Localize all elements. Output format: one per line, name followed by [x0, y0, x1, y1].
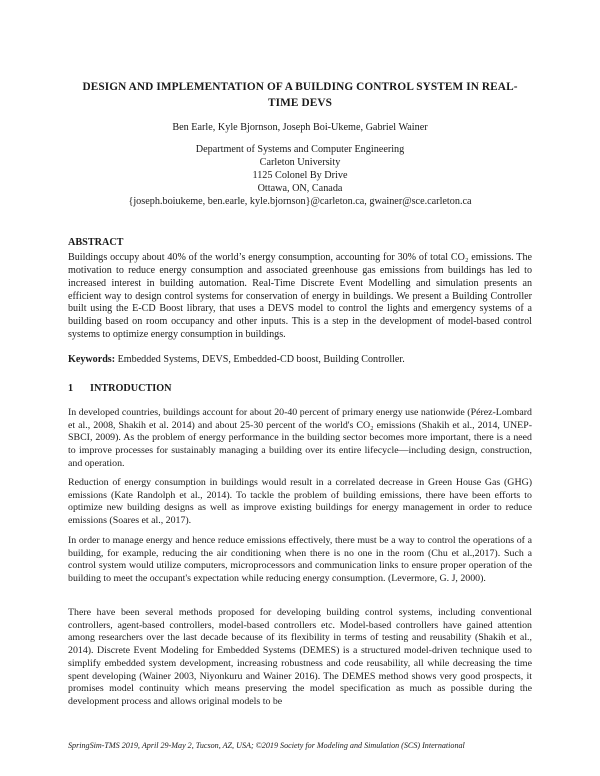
section-number: 1: [68, 383, 74, 394]
intro-paragraph-2: Reduction of energy consumption in buildings would result in a correlated decrease in Green House Gas (GHG) emissions (Kate Randolph et al., 2014). To tackle the problem of building emissions, there have been efforts to optimize new building designs as well as improve existing buildings for energy management in order to reduce emissions (Soares et al., 2017).: [68, 477, 532, 527]
intro-paragraph-3: In order to manage energy and hence reduce emissions effectively, there must be a way to control the operations of a building, for example, reducing the air conditioning when there is no one in the room (Chu et al.,2017). Such a control system would utilize computers, microprocessors and communication links to ensure proper operation of the building to meet the occupant's expectation while reducing energy consumption. (Levermore, G. J, 2000).: [68, 535, 532, 585]
affiliation-university: Carleton University: [259, 156, 341, 168]
title-line-2: TIME DEVS: [268, 97, 332, 109]
author-list: Ben Earle, Kyle Bjornson, Joseph Boi-Ukeme, Gabriel Wainer: [172, 122, 428, 133]
paper-title: [68, 79, 532, 111]
keywords-text: Embedded Systems, DEVS, Embedded-CD boost, Building Controller.: [117, 354, 405, 365]
intro-paragraph-1: In developed countries, buildings account for about 20-40 percent of primary energy use nationwide (Pérez-Lombard et al., 2008, Shakih et al. 2014) and about 25-30 percent of the world's CO₂ emissions (Shakih et al., 2014, UNEP-SBCI, 2009). As the problem of energy performance in the building sector becomes more important, there is a need to improve processes for sustainably managing a building over its entire lifecycle—including design, construction, and operation.: [68, 407, 532, 469]
abstract-text: Buildings occupy about 40% of the world’s energy consumption, accounting for 30% of total CO₂ emissions. The motivation to reduce energy consumption and associated greenhouse gas emissions from buildings has led to increased interest in building automation. Real-Time Discrete Event Modelling and simulation presents an efficient way to design control systems for conservation of energy in buildings. We present a Building Controller built using the E-CD Boost library, that uses a DEVS model to control the lights and emergency systems of a building based on room occupancy and other inputs. This is a step in the development of model-based control systems to optimize energy consumption in buildings.: [68, 252, 532, 341]
intro-paragraph-4: There have been several methods proposed for developing building control systems, including conventional controllers, agent-based controllers, model-based controllers etc. Model-based controllers have gained attention among researchers over the last decade because of its flexibility in terms of testing and reusability (Shakih et al., 2014). Discrete Event Modeling for Embedded Systems (DEMES) is a structured model-driven technique used to simplify embedded system development, increasing robustness and code reusability, all while decreasing the time spent developing (Wainer 2003, Niyonkuru and Wainer 2016). The DEMES method shows very good prospects, it promises model continuity which means preserving the model specification as much as possible during the development process and allows original models to be: [68, 607, 532, 707]
keywords-label: Keywords:: [68, 354, 116, 365]
affiliation-department: Department of Systems and Computer Engineering: [195, 144, 405, 155]
affiliation-emails: {joseph.boiukeme, ben.earle, kyle.bjornson}@carleton.ca, gwainer@sce.carleton.ca: [128, 195, 472, 207]
section-title: INTRODUCTION: [90, 383, 172, 394]
page-footer: SpringSim-TMS 2019, April 29-May 2, Tucson, AZ, USA; ©2019 Society for Modeling and Simulation (SCS) International: [68, 741, 465, 750]
title-line-1: DESIGN AND IMPLEMENTATION OF A BUILDING CONTROL SYSTEM IN REAL-: [82, 81, 518, 93]
section-heading-introduction: [68, 382, 532, 395]
affiliation-block: [68, 144, 532, 209]
keywords: [68, 353, 532, 366]
abstract-heading: ABSTRACT: [68, 237, 124, 248]
affiliation-city: Ottawa, ON, Canada: [257, 182, 343, 194]
affiliation-street: 1125 Colonel By Drive: [252, 169, 348, 181]
